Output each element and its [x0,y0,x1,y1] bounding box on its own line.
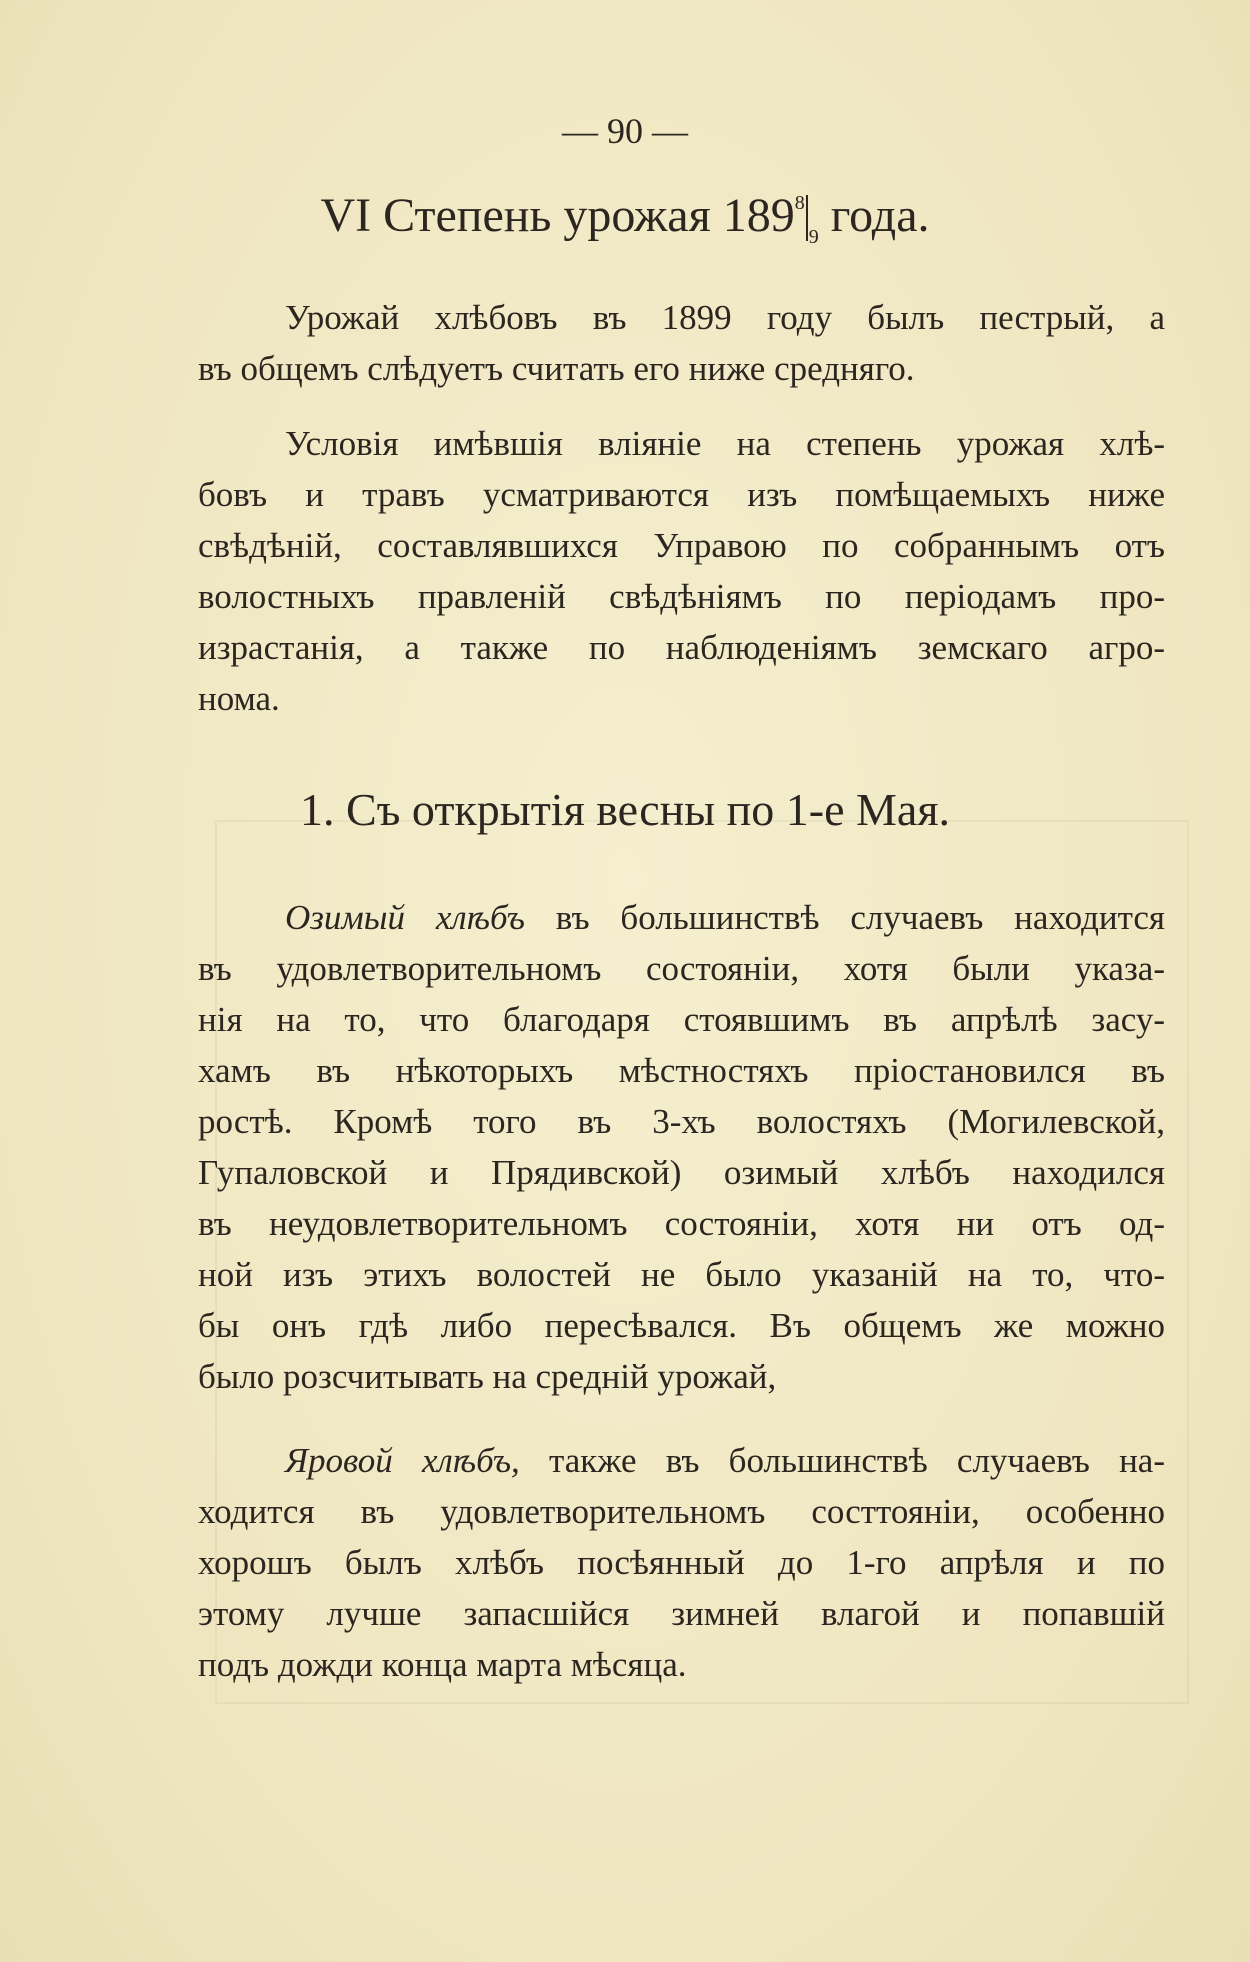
text-line: бовъ и травъ усматриваются изъ помѣщаемыхъ ниже [198,475,1165,514]
text-line: волостныхъ правленій свѣдѣніямъ по періодамъ про- [198,577,1165,616]
text-line [198,1435,1165,1486]
text-line: бы онъ гдѣ либо пересѣвался. Въ общемъ же можно [198,1306,1165,1345]
text-line: ной изъ этихъ волостей не было указаній на то, что- [198,1255,1165,1294]
title-sub: 9 [808,226,819,248]
paragraph-4 [198,1435,1165,1690]
text-span: въ большинствѣ случаевъ находится [524,898,1165,937]
text-line: было розсчитывать на средній урожай, [198,1357,777,1396]
text-line: нія на то, что благодаря стоявшимъ въ апрѣлѣ засу- [198,1000,1165,1039]
text-line: хамъ въ нѣкоторыхъ мѣстностяхъ пріостановился въ [198,1051,1165,1090]
title-main: VI Степень урожая 189 [320,189,795,242]
text-line: хорошъ былъ хлѣбъ посѣянный до 1-го апрѣля и по [198,1543,1165,1582]
text-line: Условія имѣвшія вліяніе на степень урожая хлѣ- [285,424,1165,463]
title-fraction-bar [806,195,808,241]
text-span: также въ большинствѣ случаевъ на- [519,1441,1165,1480]
chapter-title [0,188,1250,249]
text-line: въ удовлетворительномъ состояніи, хотя были указа- [198,949,1165,988]
text-line: ростѣ. Кромѣ того въ 3-хъ волостяхъ (Могилевской, [198,1102,1165,1141]
text-line: ходится въ удовлетворительномъ состтояніи, особенно [198,1492,1165,1531]
italic-term: Озимый хлѣбъ [285,898,525,937]
text-line: подъ дожди конца марта мѣсяца. [198,1645,687,1684]
paragraph-2 [198,418,1165,724]
paragraph-1 [198,292,1165,394]
title-tail: года. [818,189,930,242]
paragraph-3 [198,892,1165,1402]
text-line: Урожай хлѣбовъ въ 1899 году былъ пестрый, а [285,298,1165,337]
page-number: — 90 — [562,111,688,151]
title-sup: 8 [794,192,805,214]
text-line: въ неудовлетворительномъ состояніи, хотя ни отъ од- [198,1204,1165,1243]
text-line: свѣдѣній, составлявшихся Управою по собраннымъ отъ [198,526,1165,565]
text-line [198,892,1165,943]
italic-term: Яровой хлѣбъ, [285,1441,520,1480]
text-line: Гупаловской и Прядивской) озимый хлѣбъ находился [198,1153,1165,1192]
section-heading: 1. Съ открытія весны по 1-е Мая. [299,784,951,835]
text-line: нома. [198,679,280,718]
text-line: этому лучше запасшійся зимней влагой и попавшій [198,1594,1165,1633]
text-line: израстанія, а также по наблюденіямъ земскаго агро- [198,628,1165,667]
text-line: въ общемъ слѣдуетъ считать его ниже средняго. [198,349,915,388]
